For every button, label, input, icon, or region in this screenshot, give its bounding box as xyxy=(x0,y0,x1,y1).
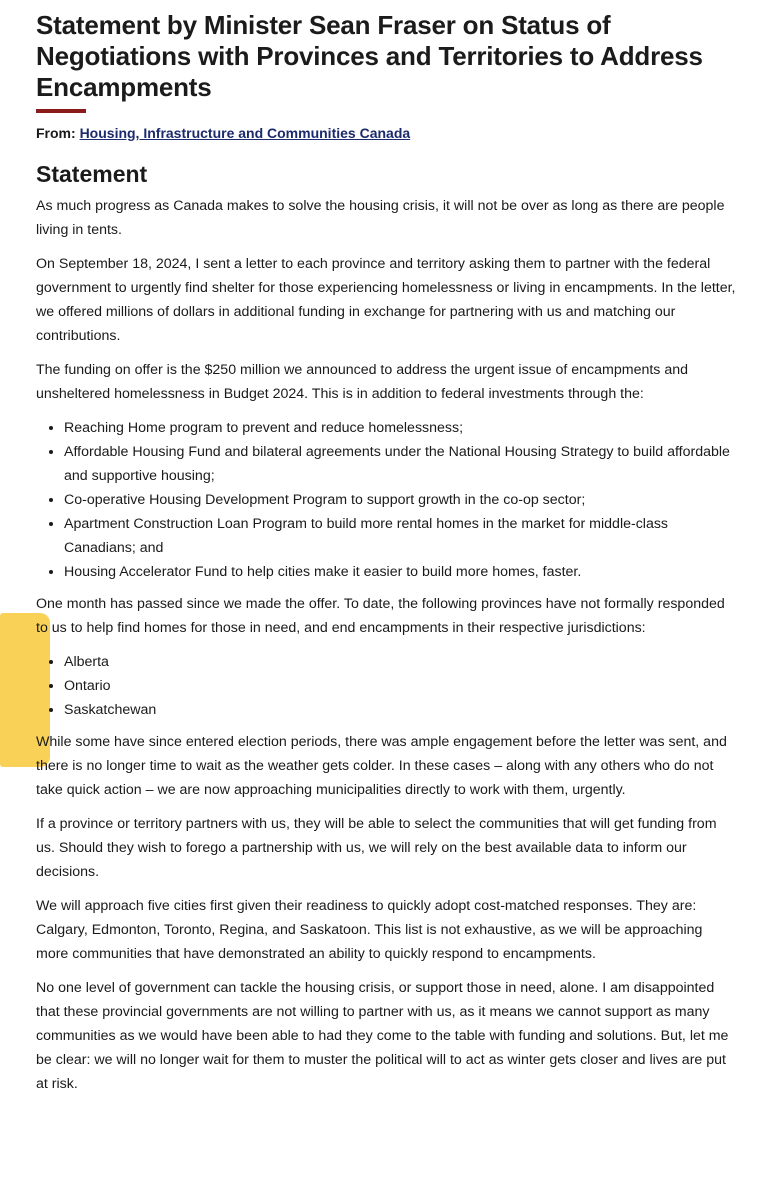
list-item: • Alberta xyxy=(64,650,736,674)
page-title: Statement by Minister Sean Fraser on Status of Negotiations with Provinces and Territories to Address Encampments xyxy=(36,10,703,102)
statement-page xyxy=(36,10,736,1106)
list-item: • Housing Accelerator Fund to help cities make it easier to build more homes, faster. xyxy=(64,560,736,584)
list-item: • Reaching Home program to prevent and reduce homelessness; xyxy=(64,416,736,440)
paragraph-3: The funding on offer is the $250 million we announced to address the urgent issue of encampments and unsheltered homelessness in Budget 2024. This is in addition to federal investments through the: xyxy=(36,362,688,402)
paragraph-8: No one level of government can tackle the housing crisis, or support those in need, alone. I am disappointed that these provincial governments are not willing to partner with us, as it means we cannot support as many communities as we would have been able to had they come to the table with funding and solutions. But, let me be clear: we will no longer wait for them to muster the political will to act as winter gets closer and lives are put at risk. xyxy=(36,980,729,1092)
paragraph-2: On September 18, 2024, I sent a letter to each province and territory asking them to partner with the federal government to urgently find shelter for those experiencing homelessness or living in encampments. In the letter, we offered millions of dollars in additional funding in exchange for partnering with us and matching our contributions. xyxy=(36,256,736,344)
provinces-list xyxy=(36,650,736,722)
programs-list xyxy=(36,416,736,584)
paragraph-6: If a province or territory partners with us, they will be able to select the communities that will get funding from us. Should they wish to forego a partnership with us, we will rely on the best available data to inform our decisions. xyxy=(36,816,717,880)
paragraph-1: As much progress as Canada makes to solve the housing crisis, it will not be over as long as there are people living in tents. xyxy=(36,198,725,238)
from-label: From: xyxy=(36,125,76,141)
list-item: • Co-operative Housing Development Program to support growth in the co-op sector; xyxy=(64,488,736,512)
list-item: • Ontario xyxy=(64,674,736,698)
department-link[interactable]: Housing, Infrastructure and Communities Canada xyxy=(79,125,411,141)
paragraph-5: While some have since entered election periods, there was ample engagement before the letter was sent, and there is no longer time to wait as the weather gets colder. In these cases – along with any others who do not take quick action – we are now approaching municipalities directly to work with them, urgently. xyxy=(36,734,727,798)
list-item: • Apartment Construction Loan Program to build more rental homes in the market for middle-class Canadians; and xyxy=(64,512,736,560)
paragraph-7: We will approach five cities first given their readiness to quickly adopt cost-matched responses. They are: Calgary, Edmonton, Toronto, Regina, and Saskatoon. This list is not exhaustive, as we will be approaching more communities that have demonstrated an ability to quickly respond to encampments. xyxy=(36,898,703,962)
list-item: • Affordable Housing Fund and bilateral agreements under the National Housing Strategy to build affordable and supportive housing; xyxy=(64,440,736,488)
paragraph-4: One month has passed since we made the offer. To date, the following provinces have not formally responded to us to help find homes for those in need, and end encampments in their respective jurisdictions: xyxy=(36,596,725,636)
from-line xyxy=(36,125,736,141)
section-heading: Statement xyxy=(36,161,148,187)
list-item: • Saskatchewan xyxy=(64,698,736,722)
title-accent-rule xyxy=(36,109,86,113)
